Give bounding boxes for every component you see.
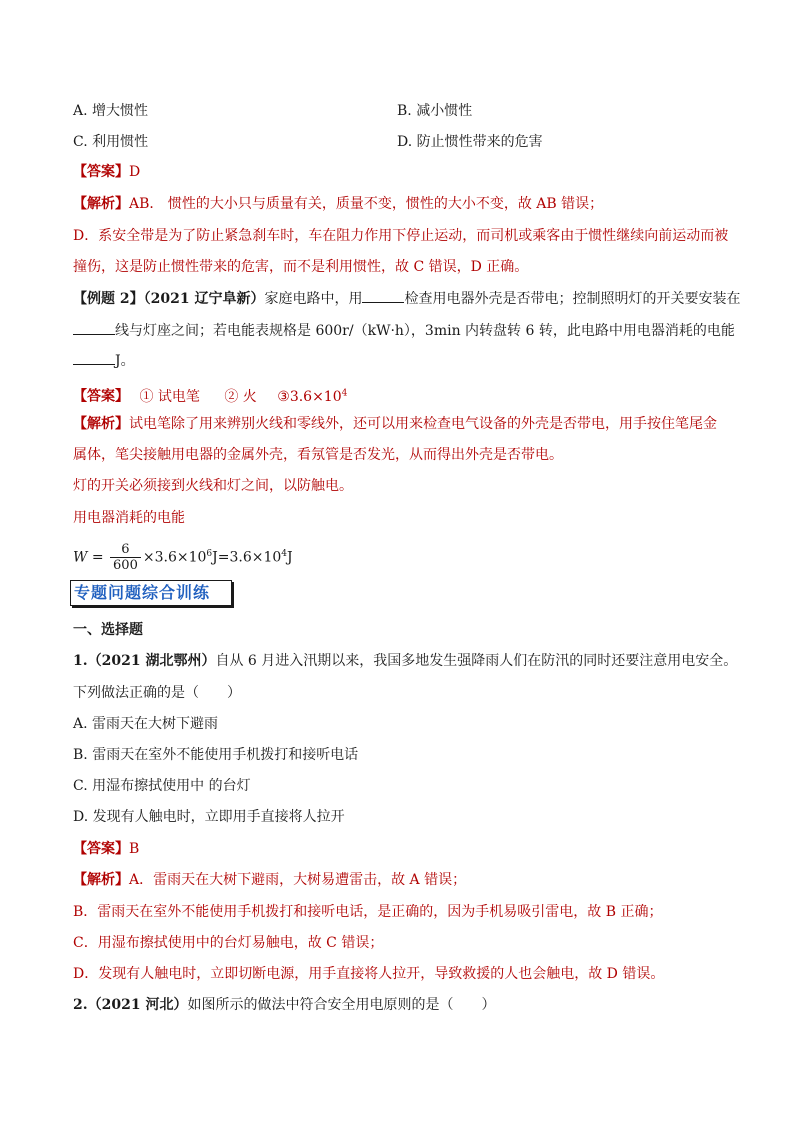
analysis-text: 属体，笔尖接触用电器的金属外壳，看氖管是否发光，从而得出外壳是否带电。 <box>73 447 563 463</box>
formula-var: W <box>73 549 88 566</box>
formula-text: J=3.6×10 <box>212 549 282 566</box>
analysis-text: A．雷雨天在大树下避雨，大树易遭雷击，故 A 错误； <box>129 872 467 888</box>
formula-text: J <box>287 549 293 566</box>
analysis-tag: 【解析】 <box>73 872 129 888</box>
analysis-tag: 【解析】 <box>73 196 129 212</box>
answer-tag: 【答案】 <box>73 164 129 180</box>
formula-exp: 6 <box>206 549 213 559</box>
example-2-stem <box>73 320 735 341</box>
analysis-text: B．雷雨天在室外不能使用手机拨打和接听电话，是正确的，因为手机易吸引雷电，故 B 正确； <box>73 904 663 920</box>
question-2-stem <box>73 995 495 1015</box>
stem-text: J。 <box>115 353 135 369</box>
analysis-text: AB． 惯性的大小只与质量有关，质量不变，惯性的大小不变，故 AB 错误； <box>129 196 604 212</box>
section-title: 专题问题综合训练 <box>74 583 211 602</box>
example-2-stem <box>73 350 135 371</box>
answer-value: D <box>129 164 141 180</box>
stem-text: 自从 6 月进入汛期以来，我国多地发生强降雨人们在防汛的同时还要注意用电安全。 <box>215 653 738 669</box>
analysis-text: C．用湿布擦拭使用中的台灯易触电，故 C 错误； <box>73 935 384 951</box>
option-b: B. 减小惯性 <box>397 103 473 119</box>
analysis-line <box>73 194 603 214</box>
stem-text: 线与灯座之间；若电能表规格是 600r/（kW·h），3min 内转盘转 6 转，此电路中用电器消耗的电能 <box>115 323 735 339</box>
option-c: C. 用湿布擦拭使用中 的台灯 <box>73 778 251 794</box>
answer-value: B <box>129 841 140 857</box>
answer-value: ① 试电笔 <box>139 388 200 405</box>
answer-value: ② 火 <box>224 388 257 405</box>
question-number: 2.（2021 河北） <box>73 997 188 1013</box>
section-title-box <box>70 580 232 606</box>
analysis-text: D．系安全带是为了防止紧急刹车时，车在阻力作用下停止运动，而司机或乘客由于惯性继续向前运动而被 <box>73 228 729 244</box>
formula-eq: = <box>91 549 104 566</box>
fill-blank <box>362 288 404 303</box>
option-d: D. 发现有人触电时，立即用手直接将人拉开 <box>73 809 345 825</box>
option-d: D. 防止惯性带来的危害 <box>397 134 543 150</box>
fill-blank <box>73 350 115 365</box>
answer-value: $③3.6\times 10^4$ <box>277 388 348 405</box>
analysis-text: 灯的开关必须接到火线和灯之间，以防触电。 <box>73 478 353 494</box>
formula <box>73 534 293 574</box>
stem-text: 家庭电路中，用 <box>264 291 363 307</box>
option-b: B. 雷雨天在室外不能使用手机拨打和接听电话 <box>73 747 359 763</box>
stem-text: 检查用电器外壳是否带电；控制照明灯的开关要安装在 <box>404 291 741 307</box>
option-a: A. 增大惯性 <box>73 103 149 119</box>
question-number: 1.（2021 湖北鄂州） <box>73 653 216 669</box>
option-c: C. 利用惯性 <box>73 134 149 150</box>
answer-tag: 【答案】 <box>73 841 129 857</box>
fill-blank <box>73 320 115 335</box>
section-subtitle: 一、选择题 <box>73 622 143 638</box>
fraction-denominator: 600 <box>113 558 138 574</box>
answer-line <box>73 383 347 407</box>
analysis-text: D．发现有人触电时，立即切断电源，用手直接将人拉开，导致救援的人也会触电，故 D 错误。 <box>73 966 665 982</box>
answer-line <box>73 162 140 182</box>
answer-tag: 【答案】 <box>73 388 129 405</box>
analysis-text: 试电笔除了用来辨别火线和零线外，还可以用来检查电气设备的外壳是否带电，用手按住笔尾金 <box>129 416 717 432</box>
formula-text: ×3.6×10 <box>142 549 207 566</box>
question-1-stem <box>73 651 737 671</box>
fraction-numerator: 6 <box>110 542 141 558</box>
stem-text: 如图所示的做法中符合安全用电原则的是（ ） <box>187 997 496 1013</box>
example-tag: 【例题 2】（2021 辽宁阜新） <box>73 291 265 307</box>
formula-fraction <box>110 542 141 573</box>
analysis-text: 撞伤，这是防止惯性带来的危害，而不是利用惯性，故 C 错误，D 正确。 <box>73 259 529 275</box>
formula-exp: 4 <box>281 549 288 559</box>
option-a: A. 雷雨天在大树下避雨 <box>73 716 219 732</box>
analysis-text: 用电器消耗的电能 <box>73 510 185 526</box>
answer-line <box>73 839 139 859</box>
analysis-line <box>73 414 717 434</box>
analysis-line <box>73 870 466 890</box>
analysis-tag: 【解析】 <box>73 416 129 432</box>
example-2-stem <box>73 288 740 309</box>
stem-text: 下列做法正确的是（ ） <box>73 685 241 701</box>
